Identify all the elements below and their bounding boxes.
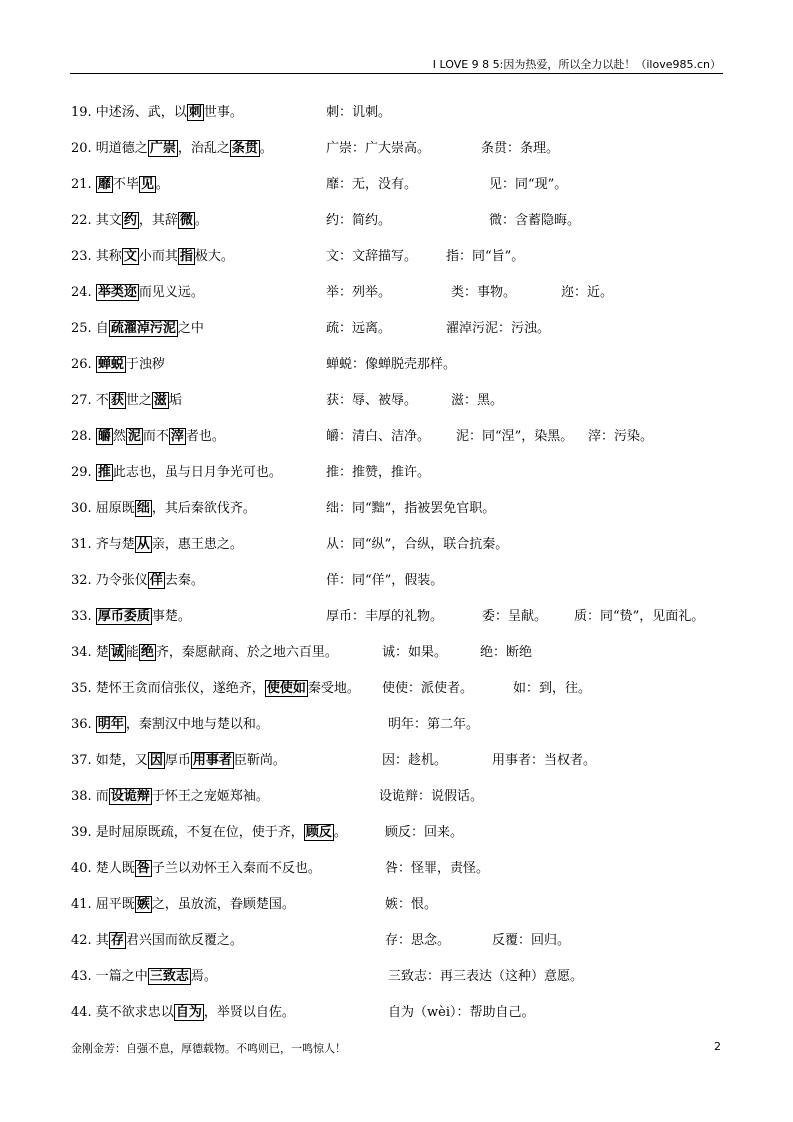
list-item [71, 782, 731, 818]
sentence-segment: 而见义远。 [138, 285, 204, 300]
explanation-text: 获：辱、被辱。 [326, 393, 418, 408]
highlighted-word: 从 [136, 537, 150, 552]
explanation-text: 濯淖污泥：污浊。 [446, 321, 551, 336]
highlighted-word: 顾反 [305, 825, 332, 840]
sentence-segment: 37. 如楚，又 [71, 753, 148, 768]
sentence-segment: 26. [71, 357, 96, 372]
explanation-text: 三致志：再三表达（这种）意愿。 [388, 969, 584, 984]
explanation-text: 微：含蓄隐晦。 [489, 213, 581, 228]
explanation-text: 皭：清白、洁净。 [326, 429, 431, 444]
sentence-segment: 40. 楚人既 [71, 861, 135, 876]
sentence-segment: 厚币 [164, 753, 191, 768]
page-number: 2 [714, 1040, 721, 1053]
explanation-text: 从：同“纵”，合纵，联合抗秦。 [326, 537, 509, 552]
sentence-segment: 42. 其 [71, 933, 109, 948]
sentence-segment: 此志也，虽与日月争光可也。 [112, 465, 282, 480]
sentence-segment: 子兰以劝怀王入秦而不反也。 [151, 861, 321, 876]
explanation-text: 自为（wèi）：帮助自己。 [388, 1005, 535, 1020]
sentence-segment: ，秦割汉中地与楚以和。 [125, 717, 269, 732]
explanation-text: 文：文辞描写。 [326, 249, 418, 264]
explanation-text: 指：同“旨”。 [446, 249, 525, 264]
sentence-segment: 秦受地。 [307, 681, 360, 696]
explanation-text: 举：列举。 [326, 285, 392, 300]
list-item [71, 602, 731, 638]
highlighted-word: 存 [110, 933, 124, 948]
highlighted-word: 泥 [127, 429, 141, 444]
explanation-text: 使使：派使者。 [382, 681, 474, 696]
sentence-segment: 27. 不 [71, 393, 109, 408]
highlighted-word: 嫉 [136, 897, 150, 912]
list-item [71, 206, 731, 242]
sentence-segment: 33. [71, 609, 96, 624]
list-item [71, 566, 731, 602]
question-text [71, 494, 256, 524]
question-text [71, 782, 269, 812]
question-text [71, 566, 204, 596]
question-text [71, 242, 234, 272]
sentence-segment: ，其辞 [138, 213, 178, 228]
highlighted-word: 获 [110, 393, 124, 408]
highlighted-word: 厚币委质 [97, 609, 150, 624]
explanation-text: 条贯：条理。 [481, 141, 560, 156]
sentence-segment: ，举贤以自佐。 [203, 1005, 295, 1020]
list-item [71, 926, 731, 962]
sentence-segment: ，其后秦欲伐齐。 [151, 501, 256, 516]
explanation-text: 厚币：丰厚的礼物。 [326, 609, 444, 624]
sentence-segment: 焉。 [190, 969, 217, 984]
highlighted-word: 见 [140, 177, 154, 192]
list-item [71, 422, 731, 458]
sentence-segment: 齐，秦愿献商、於之地六百里。 [155, 645, 338, 660]
question-text [71, 854, 321, 884]
explanation-text: 滋：黑。 [451, 393, 504, 408]
question-text [71, 422, 225, 452]
question-text [71, 170, 169, 200]
sentence-segment: 44. 莫不欲求忠以 [71, 1005, 174, 1020]
sentence-segment: ，治乱之 [177, 141, 230, 156]
page-footer: 金刚金芳：自强不息，厚德载物。不鸣则已，一鸣惊人！ [71, 1042, 346, 1055]
highlighted-word: 用事者 [192, 753, 232, 768]
explanation-text: 推：推赞，推许。 [326, 465, 431, 480]
list-item [71, 854, 731, 890]
highlighted-word: 蝉蜕 [97, 357, 124, 372]
sentence-segment: 35. 楚怀王贪而信张仪，遂绝齐， [71, 681, 265, 696]
sentence-segment: 不毕 [112, 177, 139, 192]
explanation-text: 因：趁机。 [382, 753, 448, 768]
highlighted-word: 皭 [97, 429, 111, 444]
highlighted-word: 咎 [136, 861, 150, 876]
question-text [71, 458, 282, 488]
highlighted-word: 明年 [97, 717, 124, 732]
sentence-segment: 亲，惠王患之。 [151, 537, 243, 552]
explanation-text: 靡：无，没有。 [326, 177, 418, 192]
sentence-segment: 之，虽放流，眷顾楚国。 [151, 897, 295, 912]
highlighted-word: 指 [179, 249, 193, 264]
sentence-segment: 臣靳尚。 [233, 753, 286, 768]
sentence-segment: 君兴国而欲反覆之。 [125, 933, 243, 948]
highlighted-word: 诚 [110, 645, 124, 660]
highlighted-word: 自为 [175, 1005, 202, 1020]
question-text [71, 134, 273, 164]
sentence-segment: 24. [71, 285, 96, 300]
sentence-segment: 。 [259, 141, 273, 156]
question-text [71, 314, 204, 344]
explanation-text: 泥：同“涅”，染黑。 [456, 429, 574, 444]
explanation-text: 蝉蜕：像蝉脱壳那样。 [326, 357, 457, 372]
explanation-text: 明年：第二年。 [388, 717, 480, 732]
page-header: I LOVE 9 8 5:因为热爱，所以全力以赴！（ilove985.cn） [432, 58, 721, 71]
question-text [71, 98, 243, 128]
list-item [71, 746, 731, 782]
question-text [71, 746, 286, 776]
explanation-text: 疏：远离。 [326, 321, 392, 336]
sentence-segment: 30. 屈原既 [71, 501, 135, 516]
question-text [71, 962, 217, 992]
explanation-text: 如：到，往。 [513, 681, 592, 696]
explanation-text: 佯：同“佯”，假装。 [326, 573, 444, 588]
sentence-segment: 极大。 [194, 249, 234, 264]
sentence-segment: 而不 [142, 429, 169, 444]
explanation-text: 设诡辩：说假话。 [379, 789, 484, 804]
vocab-list [71, 98, 731, 1034]
sentence-segment: 世事。 [203, 105, 243, 120]
sentence-segment: 20. 明道德之 [71, 141, 148, 156]
sentence-segment: 25. 自 [71, 321, 109, 336]
highlighted-word: 微 [179, 213, 193, 228]
sentence-segment: 世之 [125, 393, 152, 408]
explanation-text: 滓：污染。 [588, 429, 654, 444]
explanation-text: 嫉：恨。 [385, 897, 438, 912]
list-item [71, 710, 731, 746]
list-item [71, 242, 731, 278]
sentence-segment: 38. 而 [71, 789, 109, 804]
explanation-text: 广崇：广大崇高。 [326, 141, 431, 156]
highlighted-word: 广崇 [149, 141, 176, 156]
sentence-segment: 19. 中述汤、武，以 [71, 105, 187, 120]
sentence-segment: 36. [71, 717, 96, 732]
list-item [71, 98, 731, 134]
explanation-text: 绝：断绝 [480, 645, 533, 660]
question-text [71, 206, 208, 236]
sentence-segment: 。 [155, 177, 169, 192]
question-text [71, 998, 295, 1028]
explanation-text: 用事者：当权者。 [492, 753, 597, 768]
sentence-segment: 者也。 [185, 429, 225, 444]
sentence-segment: 29. [71, 465, 96, 480]
highlighted-word: 疏濯淖污泥 [110, 321, 176, 336]
explanation-text: 类：事物。 [451, 285, 517, 300]
list-item [71, 134, 731, 170]
sentence-segment: 然 [112, 429, 126, 444]
sentence-segment: 之中 [177, 321, 204, 336]
list-item [71, 314, 731, 350]
highlighted-word: 文 [123, 249, 137, 264]
sentence-segment: 23. 其称 [71, 249, 122, 264]
highlighted-word: 设诡辩 [110, 789, 150, 804]
question-text [71, 710, 269, 740]
list-item [71, 818, 731, 854]
list-item [71, 998, 731, 1034]
question-text [71, 926, 243, 956]
explanation-text: 质：同“贽”，见面礼。 [574, 609, 705, 624]
question-text [71, 818, 347, 848]
sentence-segment: 41. 屈平既 [71, 897, 135, 912]
sentence-segment: 39. 是时屈原既疏，不复在位，使于齐， [71, 825, 304, 840]
list-item [71, 962, 731, 998]
list-item [71, 530, 731, 566]
explanation-text: 委：呈献。 [482, 609, 548, 624]
highlighted-word: 使使如 [266, 681, 306, 696]
sentence-segment: 21. [71, 177, 96, 192]
highlighted-word: 佯 [149, 573, 163, 588]
highlighted-word: 约 [123, 213, 137, 228]
sentence-segment: 34. 楚 [71, 645, 109, 660]
explanation-text: 顾反：回来。 [385, 825, 464, 840]
sentence-segment: 43. 一篇之中 [71, 969, 148, 984]
question-text [71, 278, 204, 308]
sentence-segment: 去秦。 [164, 573, 204, 588]
sentence-segment: 。 [194, 213, 208, 228]
highlighted-word: 滋 [153, 393, 167, 408]
explanation-text: 迩：近。 [561, 285, 614, 300]
list-item [71, 350, 731, 386]
explanation-text: 存：思念。 [385, 933, 451, 948]
explanation-text: 绌：同“黜”，指被罢免官职。 [326, 501, 496, 516]
question-text [71, 350, 165, 380]
list-item [71, 638, 731, 674]
highlighted-word: 举类迩 [97, 285, 137, 300]
sentence-segment: 垢 [168, 393, 182, 408]
explanation-text: 刺：讥刺。 [326, 105, 392, 120]
highlighted-word: 推 [97, 465, 111, 480]
explanation-text: 诚：如果。 [382, 645, 448, 660]
highlighted-word: 条贯 [231, 141, 258, 156]
sentence-segment: 小而其 [138, 249, 178, 264]
highlighted-word: 因 [149, 753, 163, 768]
question-text [71, 638, 338, 668]
question-text [71, 674, 360, 704]
highlighted-word: 靡 [97, 177, 111, 192]
highlighted-word: 绌 [136, 501, 150, 516]
sentence-segment: 能 [125, 645, 139, 660]
explanation-text: 咎：怪罪，责怪。 [385, 861, 490, 876]
question-text [71, 602, 191, 632]
question-text [71, 890, 295, 920]
sentence-segment: 事楚。 [151, 609, 191, 624]
highlighted-word: 刺 [188, 105, 202, 120]
list-item [71, 386, 731, 422]
sentence-segment: 。 [333, 825, 347, 840]
list-item [71, 278, 731, 314]
explanation-text: 见：同“现”。 [489, 177, 568, 192]
list-item [71, 458, 731, 494]
sentence-segment: 28. [71, 429, 96, 444]
highlighted-word: 三致志 [149, 969, 189, 984]
highlighted-word: 滓 [170, 429, 184, 444]
question-text [71, 530, 243, 560]
list-item [71, 494, 731, 530]
sentence-segment: 于浊秽 [125, 357, 165, 372]
list-item [71, 674, 731, 710]
highlighted-word: 绝 [140, 645, 154, 660]
question-text [71, 386, 182, 416]
sentence-segment: 32. 乃令张仪 [71, 573, 148, 588]
sentence-segment: 22. 其文 [71, 213, 122, 228]
sentence-segment: 于怀王之宠姬郑袖。 [151, 789, 269, 804]
header-divider [70, 73, 723, 74]
sentence-segment: 31. 齐与楚 [71, 537, 135, 552]
explanation-text: 约：简约。 [326, 213, 392, 228]
explanation-text: 反覆：回归。 [492, 933, 571, 948]
list-item [71, 170, 731, 206]
list-item [71, 890, 731, 926]
